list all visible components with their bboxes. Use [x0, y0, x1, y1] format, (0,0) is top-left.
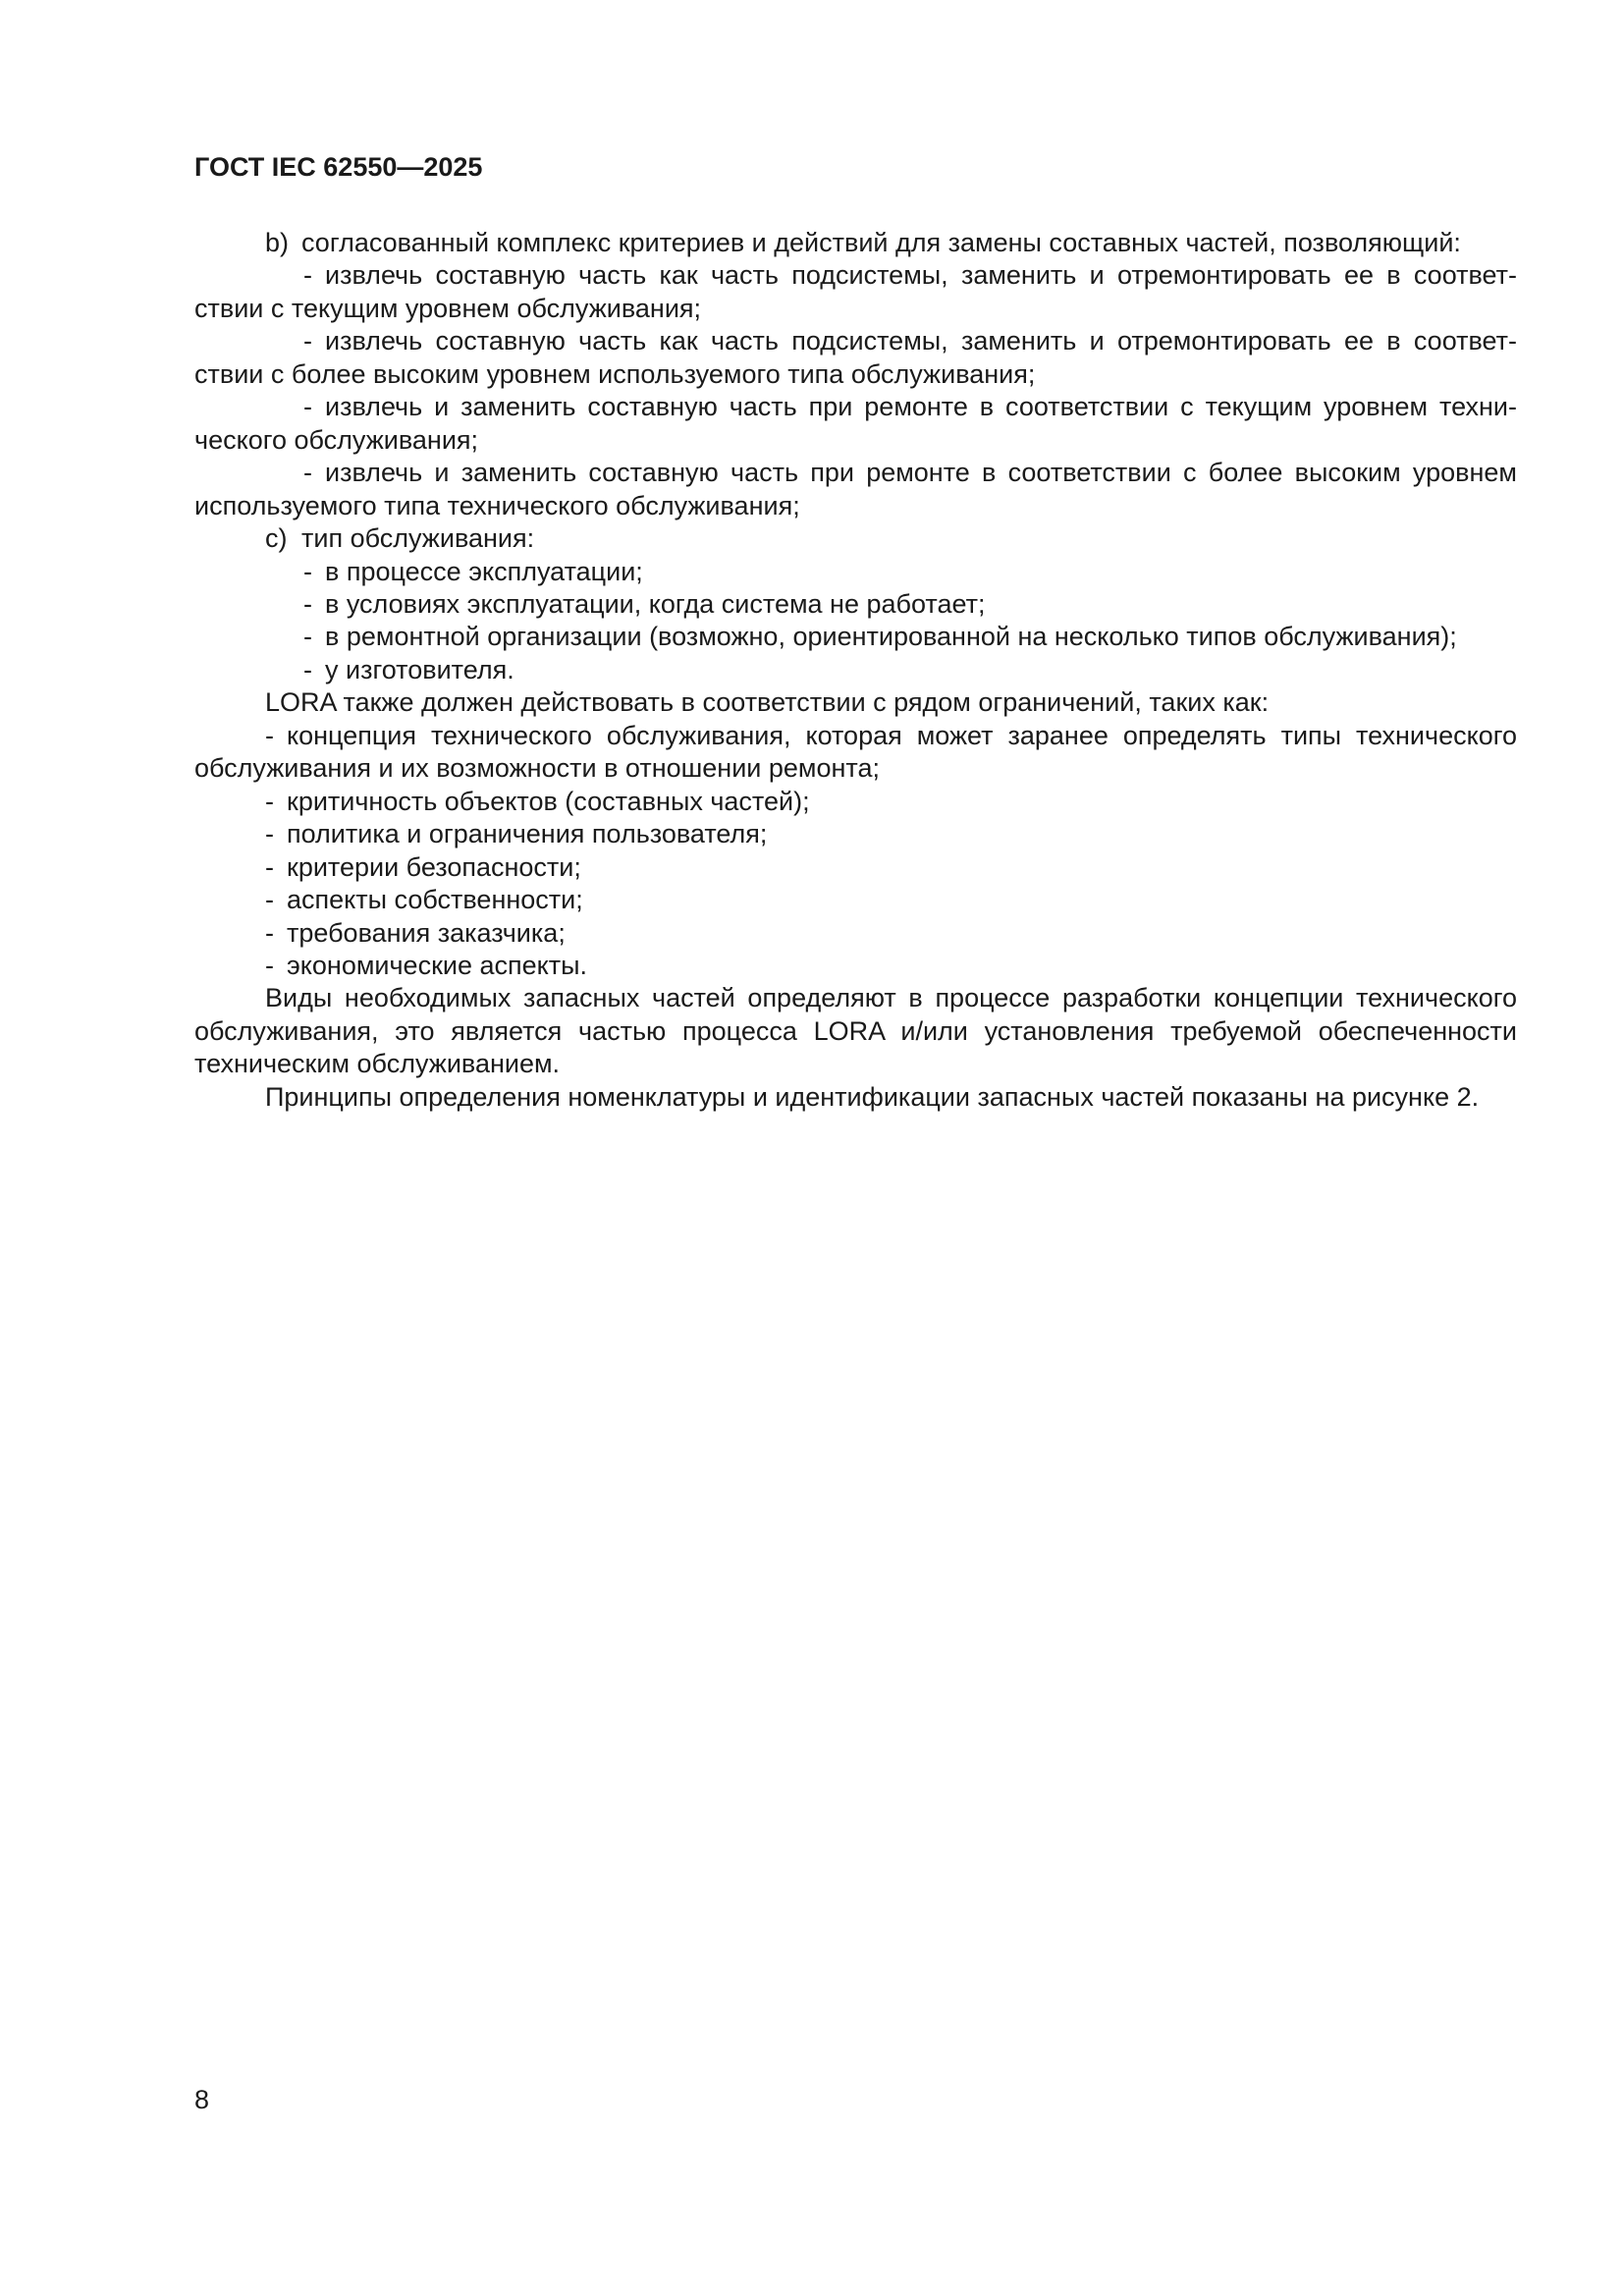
- line-text: извлечь составную часть как часть подсистемы, заменить и отремонтировать ее в соответ-: [325, 260, 1517, 291]
- text-line: [194, 522, 1517, 555]
- line-text: аспекты собственности;: [287, 885, 583, 915]
- text-line: [194, 391, 1517, 423]
- line-text: критичность объектов (составных частей);: [287, 786, 810, 816]
- constraint-item: [194, 917, 1517, 950]
- list-marker: -: [303, 392, 312, 422]
- line-text: у изготовителя.: [325, 654, 514, 684]
- line-text: в ремонтной организации (возможно, ориентированной на несколько типов обслуживания);: [325, 622, 1457, 652]
- list-marker: -: [265, 720, 274, 750]
- list-marker: -: [303, 556, 312, 586]
- sub-item: [194, 259, 1517, 325]
- line-text: концепция технического обслуживания, которая может заранее определять типы технического: [287, 720, 1517, 750]
- sub-item: [194, 588, 1517, 621]
- constraint-item: [194, 851, 1517, 884]
- line-text: извлечь составную часть как часть подсистемы, заменить и отремонтировать ее в соответ-: [325, 326, 1517, 356]
- list-marker: -: [265, 885, 274, 915]
- page-number: 8: [194, 2085, 210, 2114]
- line-text: экономические аспекты.: [287, 950, 588, 980]
- line-text: тип обслуживания:: [301, 523, 535, 554]
- list-item-c: [194, 522, 1517, 555]
- text-line: ствии с более высоким уровнем используемого типа обслуживания;: [194, 358, 1036, 389]
- line-text: политика и ограничения пользователя;: [287, 819, 768, 849]
- list-item-b: [194, 227, 1517, 259]
- line-text: в условиях эксплуатации, когда система не работает;: [325, 588, 986, 619]
- text-line: техническим обслуживанием.: [194, 1049, 561, 1079]
- list-marker: -: [303, 260, 312, 291]
- text-line: Принципы определения номенклатуры и идентификации запасных частей показаны на рисунке 2.: [265, 1081, 1480, 1112]
- text-line: обслуживания, это является частью процесса LORA и/или установления требуемой обеспеченности: [194, 1015, 1517, 1046]
- line-text: в процессе эксплуатации;: [325, 556, 643, 586]
- list-marker: -: [265, 917, 274, 948]
- text-line: [194, 588, 1517, 621]
- text-line: [194, 556, 1517, 588]
- text-line: ствии с текущим уровнем обслуживания;: [194, 293, 702, 323]
- line-text: извлечь и заменить составную часть при ремонте в соответствии с более высоким уровнем: [325, 458, 1517, 488]
- text-line: [194, 654, 1517, 686]
- text-line: ческого обслуживания;: [194, 424, 479, 455]
- list-marker: -: [303, 654, 312, 684]
- constraint-item: [194, 950, 1517, 982]
- text-line: LORA также должен действовать в соответствии с рядом ограничений, таких как:: [265, 687, 1270, 718]
- text-line: [194, 786, 1517, 818]
- page-body: [194, 227, 1517, 1114]
- sub-item: [194, 654, 1517, 686]
- text-line: [194, 227, 1517, 259]
- constraint-item: [194, 818, 1517, 850]
- text-line: [194, 457, 1517, 489]
- list-marker: -: [265, 851, 274, 882]
- paragraph-spare-parts: [194, 982, 1517, 1080]
- text-line: Виды необходимых запасных частей определяют в процессе разработки концепции технического: [265, 983, 1517, 1013]
- list-marker: b): [265, 228, 290, 257]
- text-line: [194, 259, 1517, 292]
- list-marker: -: [303, 622, 312, 652]
- paragraph-figure-reference: [194, 1081, 1517, 1114]
- text-line: [194, 851, 1517, 884]
- line-text: требования заказчика;: [287, 917, 566, 948]
- document-designation: ГОСТ IEC 62550—2025: [194, 152, 483, 182]
- line-text: критерии безопасности;: [287, 851, 581, 882]
- lora-constraints-intro: [194, 686, 1517, 719]
- text-line: [194, 884, 1517, 916]
- constraint-item: [194, 720, 1517, 786]
- sub-item: [194, 556, 1517, 588]
- sub-item: [194, 457, 1517, 522]
- sub-item: [194, 621, 1517, 653]
- text-line: используемого типа технического обслуживания;: [194, 490, 800, 520]
- list-marker: -: [303, 588, 312, 619]
- list-marker: c): [265, 523, 288, 554]
- text-line: [194, 621, 1517, 653]
- text-line: [194, 818, 1517, 850]
- text-line: [194, 950, 1517, 982]
- list-marker: -: [265, 819, 274, 849]
- text-line: [194, 325, 1517, 357]
- line-text: извлечь и заменить составную часть при ремонте в соответствии с текущим уровнем техни-: [325, 392, 1517, 422]
- list-marker: -: [265, 786, 274, 816]
- list-marker: -: [265, 950, 274, 980]
- constraint-item: [194, 884, 1517, 916]
- list-marker: -: [303, 458, 312, 488]
- line-text: согласованный комплекс критериев и действий для замены составных частей, позволяющий:: [301, 228, 1461, 257]
- text-line: [194, 720, 1517, 752]
- list-marker: -: [303, 326, 312, 356]
- sub-item: [194, 325, 1517, 391]
- constraint-item: [194, 786, 1517, 818]
- sub-item: [194, 391, 1517, 457]
- text-line: обслуживания и их возможности в отношении ремонта;: [194, 753, 880, 784]
- text-line: [194, 917, 1517, 950]
